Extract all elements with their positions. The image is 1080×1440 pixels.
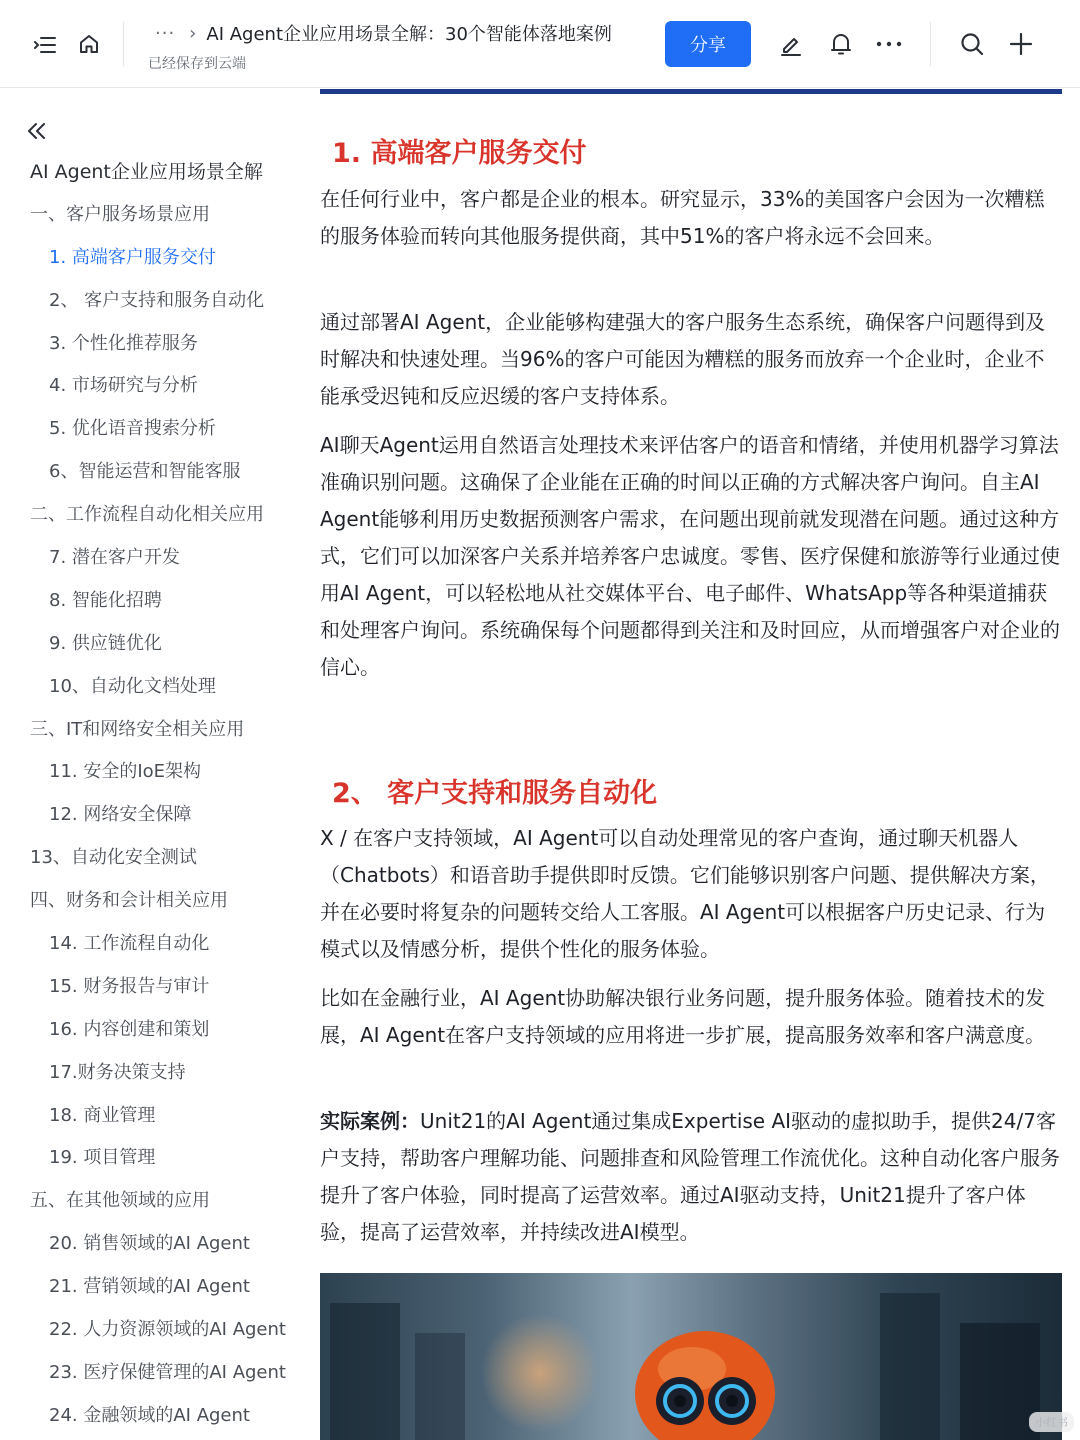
divider — [123, 22, 124, 66]
robot-icon — [630, 1321, 780, 1440]
outline-item[interactable]: 二、工作流程自动化相关应用 — [30, 504, 264, 526]
document-body — [320, 89, 1062, 1440]
save-status: 已经保存到云端 — [148, 56, 246, 72]
add-icon[interactable] — [1006, 29, 1036, 59]
outline-item[interactable]: 5. 优化语音搜索分析 — [49, 418, 216, 440]
home-icon[interactable] — [74, 29, 104, 59]
outline-item[interactable]: 22. 人力资源领域的AI Agent — [49, 1319, 286, 1341]
case-text: Unit21的AI Agent通过集成Expertise AI驱动的虚拟助手，提供24/7客户支持，帮助客户理解功能、问题排查和风险管理工作流优化。这种自动化客户服务提升了客户体验，同时提高了运营效率。通过AI驱动支持，Unit21提升了客户体验，提高了运营效率，并持续改进AI模型。 — [320, 1109, 1060, 1244]
section-heading: 1. 高端客户服务交付 — [332, 138, 587, 169]
top-toolbar — [0, 0, 1080, 88]
outline-item[interactable]: 8. 智能化招聘 — [49, 589, 162, 611]
outline-item[interactable]: 15. 财务报告与审计 — [49, 975, 210, 997]
outline-sidebar — [0, 89, 290, 1440]
breadcrumb — [155, 20, 612, 46]
watermark: 小红书 — [1029, 1412, 1074, 1432]
outline-item[interactable]: 23. 医疗保健管理的AI Agent — [49, 1361, 286, 1383]
outline-item[interactable]: 9. 供应链优化 — [49, 632, 162, 654]
document-title[interactable]: AI Agent企业应用场景全解：30个智能体落地案例 — [206, 24, 612, 45]
outline-item[interactable]: 4. 市场研究与分析 — [49, 375, 198, 397]
outline-item[interactable]: 1. 高端客户服务交付 — [49, 246, 216, 268]
outline-item[interactable]: 四、财务和会计相关应用 — [30, 890, 228, 912]
outline-item[interactable]: 五、在其他领域的应用 — [30, 1190, 210, 1212]
share-button[interactable]: 分享 — [665, 21, 751, 67]
outline-item[interactable]: 19. 项目管理 — [49, 1147, 156, 1169]
outline-item[interactable]: 18. 商业管理 — [49, 1104, 156, 1126]
outline-item[interactable]: 20. 销售领域的AI Agent — [49, 1233, 250, 1255]
more-icon[interactable] — [874, 29, 904, 59]
divider — [930, 22, 931, 66]
outline-item[interactable]: 三、IT和网络安全相关应用 — [30, 718, 245, 740]
paragraph: 通过部署AI Agent，企业能够构建强大的客户服务生态系统，确保客户问题得到及时解决和快速处理。当96%的客户可能因为糟糕的服务而放弃一个企业时，企业不能承受迟钝和反应迟缓的客户支持体系。 — [320, 310, 1046, 408]
paragraph: 比如在金融行业，AI Agent协助解决银行业务问题，提升服务体验。随着技术的发展，AI Agent在客户支持领域的应用将进一步扩展，提高服务效率和客户满意度。 — [320, 986, 1046, 1047]
outline-item[interactable]: 3. 个性化推荐服务 — [49, 332, 198, 354]
robot-illustration — [320, 1273, 1062, 1440]
outline-item[interactable]: 24. 金融领域的AI Agent — [49, 1404, 250, 1426]
case-paragraph — [320, 1103, 1062, 1251]
outline-item[interactable]: 6、智能运营和智能客服 — [49, 461, 241, 483]
outline-toggle-icon[interactable] — [30, 30, 60, 60]
paragraph: X / 在客户支持领域，AI Agent可以自动处理常见的客户查询，通过聊天机器人（Chatbots）和语音助手提供即时反馈。它们能够识别客户问题、提供解决方案，并在必要时将复杂的问题转交给人工客服。AI Agent可以根据客户历史记录、行为模式以及情感分析，提供个性化的服务体验。 — [320, 826, 1050, 961]
bell-icon[interactable] — [826, 29, 856, 59]
outline-item[interactable]: 14. 工作流程自动化 — [49, 933, 210, 955]
outline-item[interactable]: 13、自动化安全测试 — [30, 847, 197, 869]
outline-item[interactable]: 7. 潜在客户开发 — [49, 547, 180, 569]
outline-item[interactable]: 2、 客户支持和服务自动化 — [49, 289, 265, 311]
outline-item[interactable]: 12. 网络安全保障 — [49, 804, 192, 826]
collapse-sidebar-icon[interactable] — [24, 119, 52, 147]
outline-item[interactable]: 一、客户服务场景应用 — [30, 203, 210, 225]
outline-item[interactable]: 10、自动化文档处理 — [49, 675, 216, 697]
paragraph: 在任何行业中，客户都是企业的根本。研究显示，33%的美国客户会因为一次糟糕的服务体验而转向其他服务提供商，其中51%的客户将永远不会回来。 — [320, 187, 1045, 248]
case-label: 实际案例： — [320, 1109, 420, 1133]
outline-item[interactable]: AI Agent企业应用场景全解 — [30, 161, 263, 183]
chevron-right-icon: › — [189, 22, 197, 44]
header-rule — [320, 89, 1062, 94]
edit-icon[interactable] — [776, 30, 806, 60]
breadcrumb-more[interactable]: ··· — [155, 22, 176, 44]
outline-item[interactable]: 21. 营销领域的AI Agent — [49, 1276, 250, 1298]
paragraph: AI聊天Agent运用自然语言处理技术来评估客户的语音和情绪，并使用机器学习算法准确识别问题。这确保了企业能在正确的时间以正确的方式解决客户询问。自主AI Agent能够利用历史数据预测客户需求，在问题出现前就发现潜在问题。通过这种方式，它们可以加深客户关系并培养客户忠诚度。零售、医疗保健和旅游等行业通过使用AI Agent，可以轻松地从社交媒体平台、电子邮件、WhatsApp等各种渠道捕获和处理客户询问。系统确保每个问题都得到关注和及时回应，从而增强客户对企业的信心。 — [320, 433, 1060, 679]
search-icon[interactable] — [957, 29, 987, 59]
outline-item[interactable]: 17.财务决策支持 — [49, 1061, 186, 1083]
section-heading: 2、 客户支持和服务自动化 — [332, 778, 658, 809]
outline-item[interactable]: 16. 内容创建和策划 — [49, 1018, 210, 1040]
outline-item[interactable]: 11. 安全的IoE架构 — [49, 761, 202, 783]
outline-list — [0, 151, 290, 1438]
